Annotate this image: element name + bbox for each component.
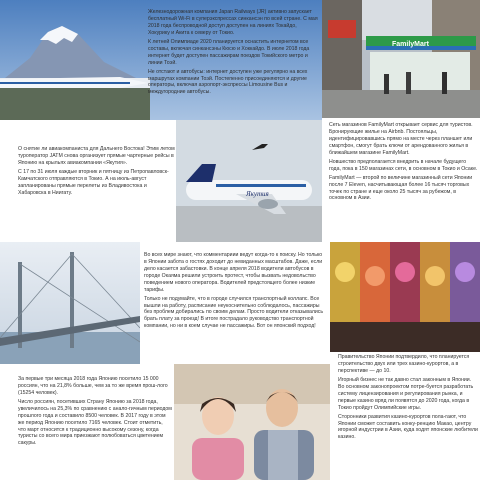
casino-text [338, 354, 478, 443]
yakutia-plane-cell [176, 120, 322, 242]
yakutia-text [18, 146, 176, 199]
paragraph: Игорный бизнес не так давно стал законным в Японии. Во основном законопроектом потре-буется разработать систему лицензирования и регулирования рынка, и первые казино вряд ли появятся до 2020 года, когда в Токио пройдут Олимпийские игры. [338, 376, 474, 411]
tourism-text [18, 376, 172, 449]
tourism-text-cell [0, 364, 174, 480]
familymart-sign: FamilyMart [392, 41, 429, 48]
paragraph: Только не подумайте, что в городе случился транспортный коллапс. Все вышли на работу, расписание неукоснительно соблюдалось, пассажиры без проблем добирались по своим делам. Просто водители отказывались брать плату за проезд! В итоге пострадало руководство транспортной компании, но ни в коем случае не пассажиры. Вот он японский подход! [144, 295, 324, 330]
paragraph: Сторонники развития казино-курортов пола-гают, что Японии сможет составить конку-ренцию Макао, центру игорной индустрии в Азии, куда ходят японские любители казино. [338, 413, 478, 441]
paragraph: Во всех мире знают, что комментариии ведут когда-то к поиску. Но только в Японии забота о гостях доходит до невиданных масштабов. Даже, если дело касается забастовки. В конце апреля 2018 водители автобусов в городе Окаяма решили устроить протест, чтобы вызвать недовольство поведением нового оператора. Водителей предстоящего более низкие тарифы. [144, 252, 323, 293]
bridge-text [144, 252, 324, 332]
paragraph: Не отстают и автобусы: интернет доступен уже регулярно на всех маршрутах компании Тоэй. Постепенно присоединяются и другие операторы, включая аэропорт-экспрессы Limousine Bus и междугородние автобусы. [148, 68, 308, 96]
paragraph: О снятие ли авиакомпаниста для Дальнего Востока! Этим летом туроператор JATM снова организует прямые чартерные рейсы в Японию на крыльях авиакомпании «Якутия». [18, 146, 175, 166]
paragraph: Новшество предполагается внедрить в начале будущего года, пока в 150 магазинах сети, в основном в Токио и Осаке. [329, 158, 478, 172]
paragraph: Сеть магазинов FamilyMart открывает сервис для туристов. Бронирующие жилье на Airbnb. Постояльцы, идентифицировавшись прямо на месте через планшет или смартфон, смогут брать ключи от арендованного жилья в ближайшем магазине FamilyMart. [329, 122, 473, 156]
paragraph: Число россиян, посетивших Страну Японию за 2018 года, увеличилось на 25,3% по сравнению с анало-гичным периодом прошлого года и составило 8500 человек. В 2017 году в этом же период Японию посетило 7165 человек. Стоит отметить, что март относится к традиционно высокому сезону, когда туристы со всего мира приезжают полюбоваться цветением сакуры. [18, 398, 172, 447]
familymart-text [329, 122, 479, 205]
familymart-street-photo [322, 0, 480, 118]
shinkansen-text [148, 9, 318, 120]
yakutia-airplane-photo [176, 120, 322, 242]
casino-text-cell [330, 352, 480, 480]
paragraph: За первые три месяца 2018 года Японию посетило 15 000 россиян, что на 21,8% больше, чем за то же время прош-лого (15254 человек). [18, 376, 168, 396]
bridge-photo-cell [0, 242, 140, 364]
tourists-photo [174, 364, 330, 480]
pachinko-photo-cell [330, 242, 480, 352]
paragraph: К летней Олимпиаде 2020 планируется оснастить интернетом все составы, включая синкансэны Кюсю и Хоккайдо. В июле 2018 года интернет будет доступен пассажирам поездов Токийского метро и линии Тоэй. [148, 38, 310, 66]
yakutia-text-cell [0, 120, 176, 242]
familymart-text-cell [322, 118, 480, 242]
bridge-photo [0, 242, 140, 364]
shinkansen-article [0, 0, 322, 120]
paragraph: Правительство Японии подтвердило, что планируется строительство двух или трех казино-курортов, а в перспективе — до 10. [338, 354, 470, 374]
yakutia-livery: Якутия [246, 190, 269, 198]
paragraph: С 17 по 31 июля каждые вторник и пятницу из Петропавловск-Камчатского отправляются в Токио. А на июль-август запланированы прямые перелеты из Владивостока и Хабаровска в Ниигату. [18, 168, 169, 196]
bridge-text-cell [140, 242, 330, 364]
paragraph: FamilyMart — второй по величине магазинный сети Японии после 7 Eleven, насчитывающая более 16 тысяч торговых точек по стране и еще около 25 тысяч за рубежом, в основном в Азии. [329, 174, 473, 202]
pachinko-photo [330, 242, 480, 352]
paragraph: Железнодорожная компания Japan Railways (JR) активно запускает бесплатный Wi-Fi в суперэкспрессах синкансэн по всей стране. С мая 2018 года беспроводной доступ доступен на линиях Токайдо, Хокурику и Акита к северу от Токио. [148, 9, 318, 36]
familymart-photo-cell [322, 0, 480, 118]
tourists-photo-cell [174, 364, 330, 480]
